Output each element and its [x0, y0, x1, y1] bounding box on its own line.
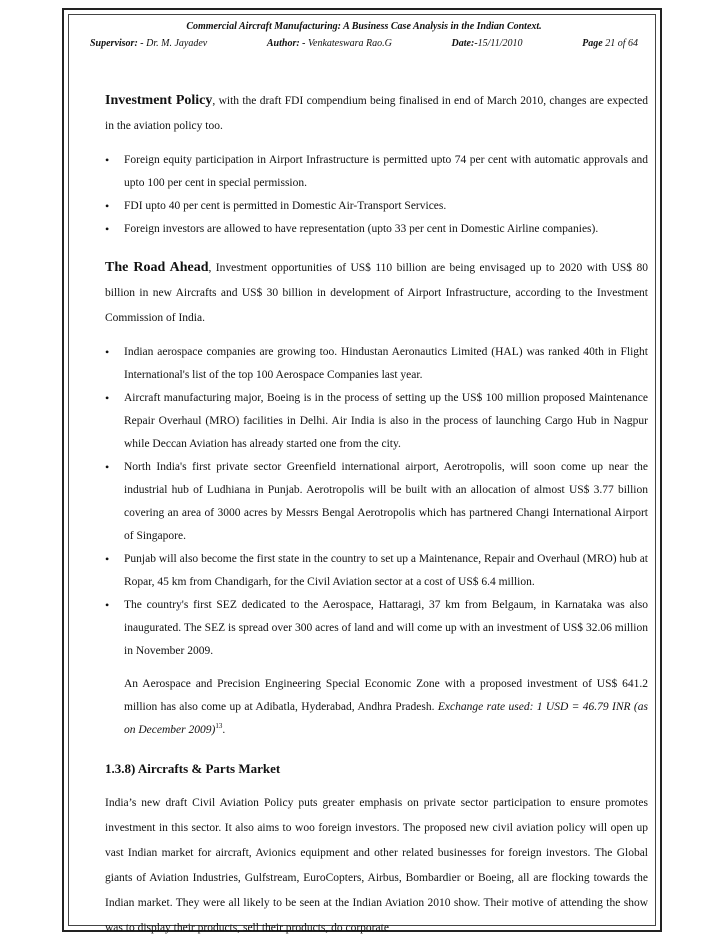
header-supervisor: Supervisor: - Dr. M. Jayadev — [90, 38, 208, 49]
investment-lead: Investment Policy — [105, 93, 213, 108]
page-content — [105, 88, 648, 941]
bullet-icon: • — [105, 552, 110, 566]
header-date: Date:-15/11/2010 — [451, 38, 523, 49]
section-heading: 1.3.8) Aircrafts & Parts Market — [105, 761, 281, 776]
investment-list — [105, 149, 648, 241]
bullet-icon: • — [105, 153, 110, 167]
bullet-icon: • — [105, 460, 110, 474]
road-ahead-paragraph: The Road Ahead, Investment opportunities of US$ 110 billion are being envisaged up to 2020 with US$ 80 billion in new Aircrafts and US$ 30 billion in development of Airport Infrastructure, according to the Investment Commission of India. — [105, 260, 648, 324]
bullet-icon: • — [105, 345, 110, 359]
road-ahead-list — [105, 341, 648, 663]
page-header — [90, 20, 638, 51]
bullet-icon: • — [105, 391, 110, 405]
list-item: • Foreign equity participation in Airport Infrastructure is permitted upto 74 per cent with automatic approvals and upto 100 per cent in special permission. — [105, 149, 648, 195]
list-item: • FDI upto 40 per cent is permitted in Domestic Air-Transport Services. — [105, 195, 648, 218]
bullet-icon: • — [105, 199, 110, 213]
list-item: • Aircraft manufacturing major, Boeing is in the process of setting up the US$ 100 million proposed Maintenance Repair Overhaul (MRO) facilities in Delhi. Air India is also in the process of launching Cargo Hub in Nagpur while Deccan Aviation has already started one from the city. — [105, 387, 648, 456]
bullet-icon: • — [105, 598, 110, 612]
bullet-icon: • — [105, 222, 110, 236]
header-meta — [90, 37, 638, 51]
investment-paragraph: Investment Policy, with the draft FDI compendium being finalised in end of March 2010, changes are expected in the aviation policy too. — [105, 93, 648, 132]
header-title: Commercial Aircraft Manufacturing: A Business Case Analysis in the Indian Context. — [186, 21, 542, 32]
sez-paragraph: An Aerospace and Precision Engineering Special Economic Zone with a proposed investment of US$ 641.2 million has also come up at Adibatla, Hyderabad, Andhra Pradesh. Exchange rate used: 1 USD = 46.79 INR (as on December 2009)$^{13}$. — [124, 678, 648, 736]
list-item: • Foreign investors are allowed to have representation (upto 33 per cent in Domestic Airline companies). — [105, 218, 648, 241]
footnote-ref: 13 — [215, 722, 223, 731]
list-item: • Indian aerospace companies are growing too. Hindustan Aeronautics Limited (HAL) was ranked 40th in Flight International's list of the top 100 Aerospace Companies last year. — [105, 341, 648, 387]
list-item: • Punjab will also become the first state in the country to set up a Maintenance, Repair and Overhaul (MRO) hub at Ropar, 45 km from Chandigarh, for the Civil Aviation sector at a cost of US$ 6.4 million. — [105, 548, 648, 594]
header-author: Author: - Venkateswara Rao.G — [266, 38, 392, 49]
list-item: • North India's first private sector Greenfield international airport, Aerotropolis, will soon come up near the industrial hub of Ludhiana in Punjab. Aerotropolis will be built with an allocation of almost US$ 3.77 billion covering an area of 3000 acres by Messrs Bengal Aerotropolis which has partnered Changi International Airport of Singapore. — [105, 456, 648, 548]
header-page-number: Page 21 of 64 — [582, 38, 638, 49]
road-ahead-lead: The Road Ahead — [105, 260, 209, 275]
section-paragraph: India’s new draft Civil Aviation Policy puts greater emphasis on private sector participation to ensure promotes investment in this sector. It also aims to woo foreign investors. The proposed new civil aviation policy will open up vast Indian market for aircraft, Avionics equipment and other related businesses for foreign investors. The Global giants of Aviation Industries, Gulfstream, EuroCopters, Airbus, Bombardier or Boeing, all are flocking towards the Indian market. They were all likely to be seen at the Indian Aviation 2010 show. Their motive of attending the show was to display their products, sell their products, do corporate — [105, 797, 648, 934]
list-item: • The country's first SEZ dedicated to the Aerospace, Hattaragi, 37 km from Belgaum, in Karnataka was also inaugurated. The SEZ is spread over 300 acres of land and will come up with an investment of US$ 32.06 million in November 2009. — [105, 594, 648, 663]
